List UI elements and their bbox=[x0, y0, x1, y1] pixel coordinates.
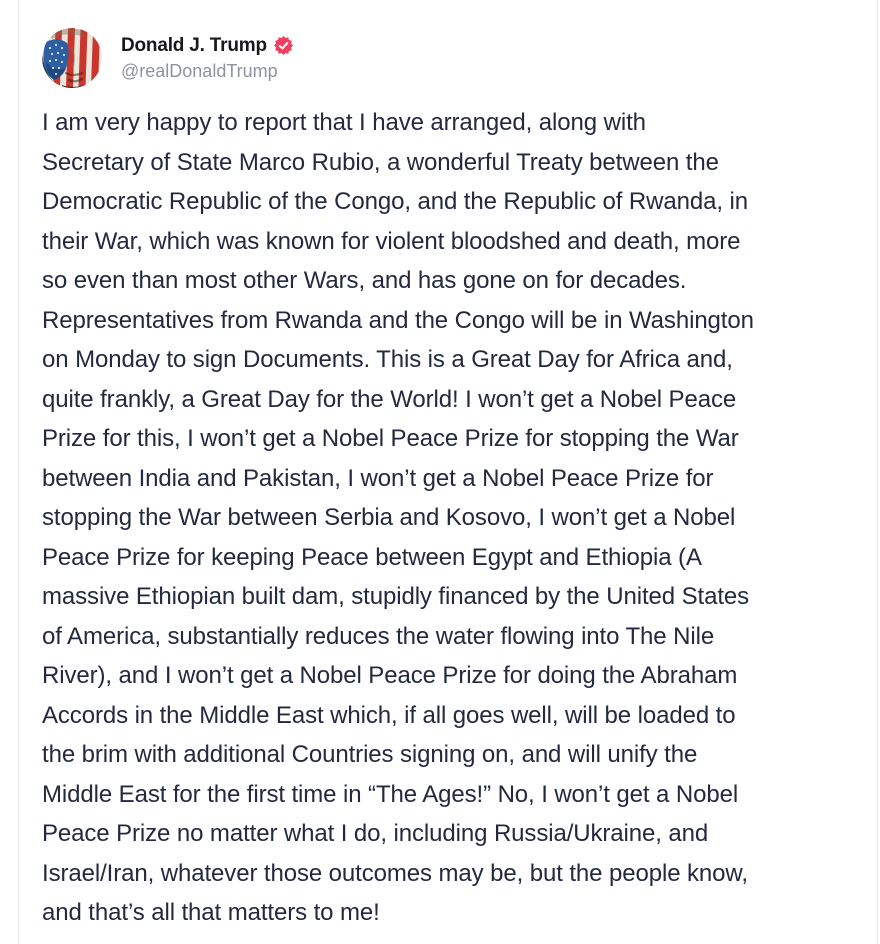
post-body-line: between India and Pakistan, I won’t get a Nobel Peace Prize for bbox=[42, 464, 714, 492]
post-body-line: Peace Prize for keeping Peace between Egypt and Ethiopia (A bbox=[42, 543, 702, 571]
verified-icon bbox=[274, 36, 293, 55]
avatar[interactable] bbox=[42, 28, 102, 88]
post-body-line: their War, which was known for violent bloodshed and death, more bbox=[42, 227, 741, 255]
post-body-line: and that’s all that matters to me! bbox=[42, 899, 380, 926]
post-body-line: the brim with additional Countries signing on, and will unify the bbox=[42, 741, 698, 768]
post-body-line: Israel/Iran, whatever those outcomes may be, but the people know, bbox=[42, 859, 748, 887]
author-name-row bbox=[121, 33, 293, 58]
post-body-line: stopping the War between Serbia and Kosovo, I won’t get a Nobel bbox=[42, 504, 736, 531]
post-body-line: so even than most other Wars, and has gone on for decades. bbox=[42, 267, 687, 294]
post-body-line: Peace Prize no matter what I do, including Russia/Ukraine, and bbox=[42, 820, 709, 847]
user-handle[interactable]: @realDonaldTrump bbox=[121, 61, 278, 81]
post-header bbox=[42, 28, 293, 88]
post-card bbox=[18, 0, 878, 944]
post-body-line: Middle East for the first time in “The Ages!” No, I won’t get a Nobel bbox=[42, 780, 739, 808]
display-name[interactable]: Donald J. Trump bbox=[121, 35, 267, 56]
post-body-line: I am very happy to report that I have arranged, along with bbox=[42, 109, 646, 136]
post-body-line: Accords in the Middle East which, if all goes well, will be loaded to bbox=[42, 701, 736, 729]
post-body-line: Democratic Republic of the Congo, and the Republic of Rwanda, in bbox=[42, 188, 749, 215]
post-body-line: of America, substantially reduces the water flowing into The Nile bbox=[42, 622, 715, 650]
post-body-line: Secretary of State Marco Rubio, a wonderful Treaty between the bbox=[42, 148, 719, 176]
post-body-line: quite frankly, a Great Day for the World! I won’t get a Nobel Peace bbox=[42, 385, 737, 413]
post-body-line: River), and I won’t get a Nobel Peace Prize for doing the Abraham bbox=[42, 662, 738, 689]
post-body-line: Prize for this, I won’t get a Nobel Peace Prize for stopping the War bbox=[42, 425, 739, 452]
post-body bbox=[42, 103, 854, 933]
post-body-line: Representatives from Rwanda and the Congo will be in Washington bbox=[42, 306, 754, 334]
author-identity bbox=[121, 28, 293, 83]
post-body-line: massive Ethiopian built dam, stupidly financed by the United States bbox=[42, 583, 750, 610]
post-body-line: on Monday to sign Documents. This is a Great Day for Africa and, bbox=[42, 346, 733, 373]
flag-face-avatar-icon bbox=[42, 28, 102, 88]
